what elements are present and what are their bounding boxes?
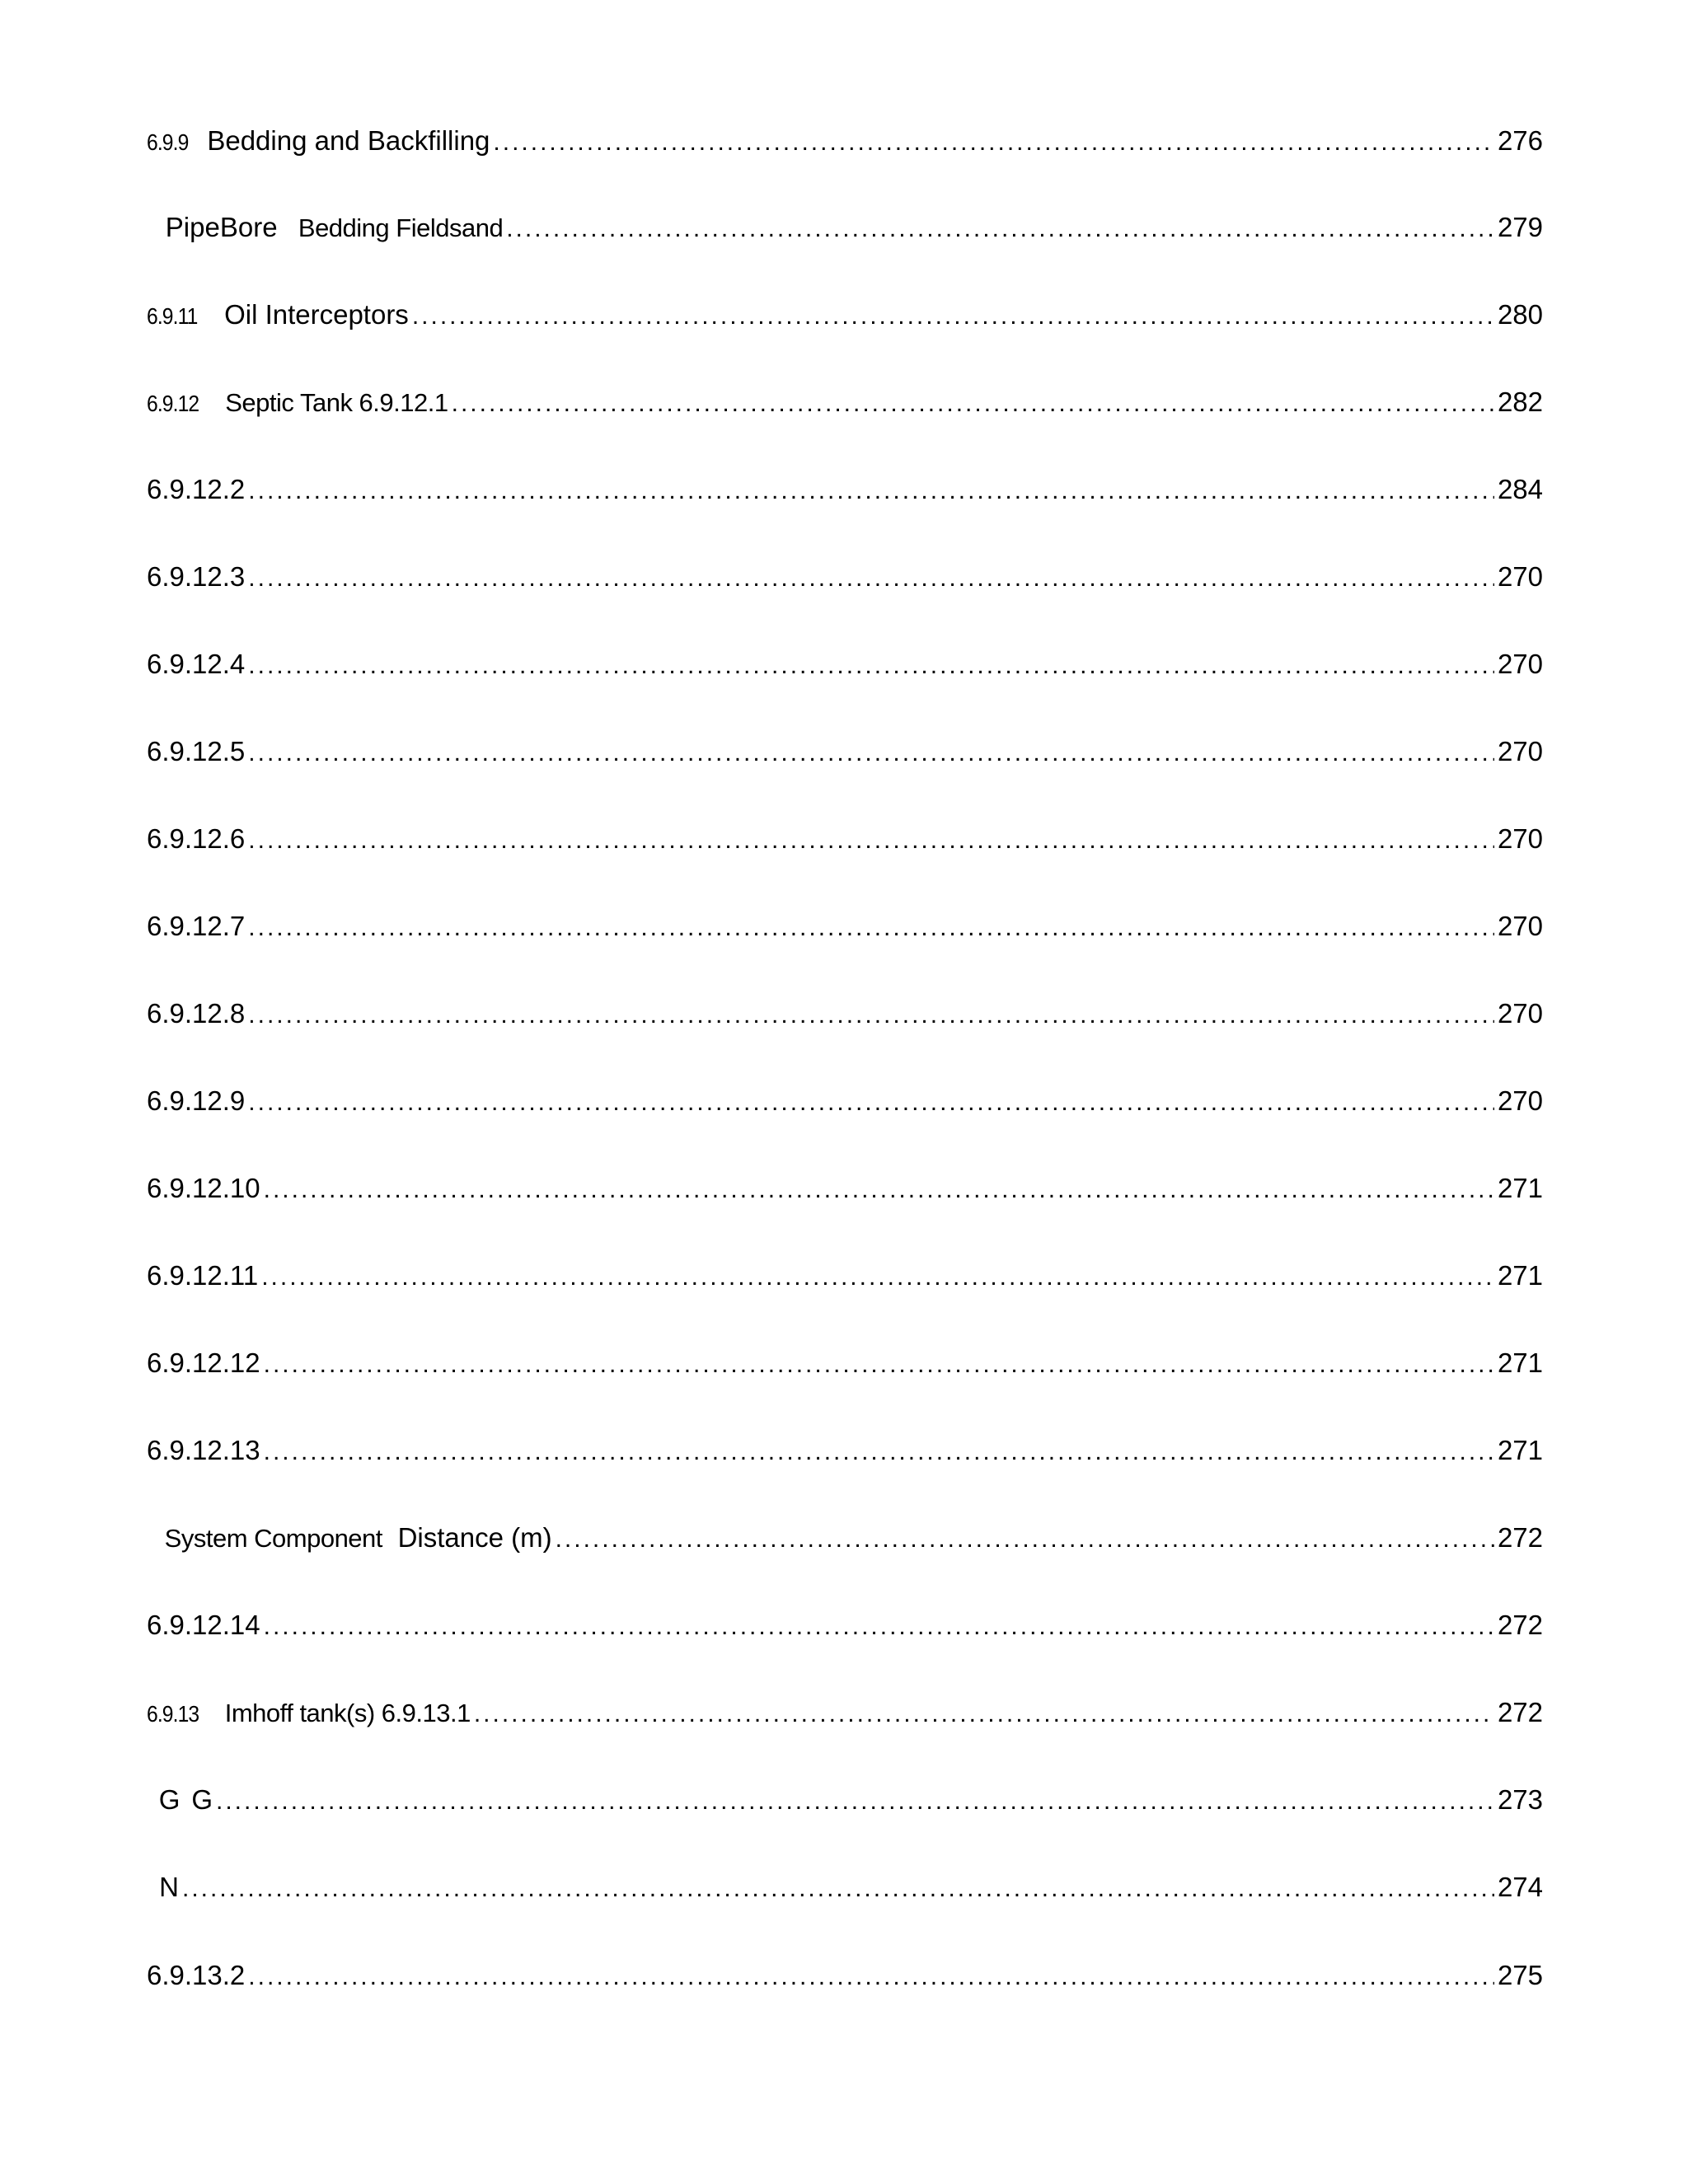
toc-leader-dots [248, 733, 1494, 774]
toc-entry[interactable] [147, 1168, 1543, 1209]
toc-leader-dots [556, 1519, 1494, 1560]
toc-entry-number: 6.9.12 [147, 391, 199, 416]
toc-entry-page: 273 [1497, 1784, 1543, 1815]
toc-entry[interactable] [147, 993, 1543, 1034]
toc-leader-dots [248, 1957, 1494, 1998]
toc-entry-title: N [159, 1872, 179, 1902]
toc-entry[interactable] [147, 906, 1543, 947]
toc-entry-title: 6.9.12.6 [147, 823, 246, 854]
toc-leader-dots [264, 1169, 1494, 1211]
toc-entry-prefix: PipeBore [165, 212, 278, 242]
toc-entry[interactable] [147, 120, 1543, 162]
toc-entry-title: 6.9.12.12 [147, 1347, 260, 1378]
toc-entry[interactable] [147, 818, 1543, 860]
toc-leader-dots [264, 1432, 1494, 1473]
toc-entry[interactable] [147, 1080, 1543, 1122]
toc-entry-title: 6.9.12.14 [147, 1610, 260, 1640]
toc-entry-title: 6.9.12.2 [147, 474, 246, 504]
toc-entry-title: Bedding Fieldsand [298, 213, 504, 242]
toc-leader-dots [452, 383, 1494, 424]
toc-entry-page: 271 [1497, 1173, 1543, 1203]
toc-entry-page: 284 [1497, 474, 1543, 504]
toc-leader-dots [261, 1257, 1494, 1298]
toc-leader-dots [248, 907, 1494, 949]
toc-entry-prefix: System Component [164, 1524, 382, 1553]
toc-entry[interactable] [147, 469, 1543, 510]
toc-entry-prefix: G [158, 1784, 181, 1815]
toc-entry-number: 6.9.9 [147, 129, 189, 155]
toc-entry[interactable] [147, 1692, 1543, 1733]
toc-leader-dots [248, 995, 1494, 1036]
toc-leader-dots [182, 1868, 1494, 1910]
toc-leader-dots [506, 209, 1494, 250]
toc-entry[interactable] [147, 382, 1543, 423]
toc-entry-page: 279 [1497, 212, 1543, 242]
toc-entry-title: 6.9.12.5 [147, 736, 246, 766]
toc-entry[interactable] [147, 1779, 1543, 1821]
toc-entry-title: 6.9.12.10 [147, 1173, 260, 1203]
toc-leader-dots [248, 645, 1494, 687]
toc-entry-title: Imhoff tank(s) 6.9.13.1 [224, 1699, 471, 1727]
toc-leader-dots [248, 820, 1494, 861]
toc-entry-title: Oil Interceptors [224, 299, 409, 330]
toc-entry-page: 274 [1497, 1872, 1543, 1902]
toc-entry-page: 271 [1497, 1435, 1543, 1465]
toc-entry-page: 270 [1497, 823, 1543, 854]
toc-entry-page: 282 [1497, 387, 1543, 417]
toc-entry-page: 271 [1497, 1260, 1543, 1291]
toc-entry[interactable] [147, 731, 1543, 772]
toc-entry[interactable] [147, 1605, 1543, 1646]
toc-entry-page: 272 [1497, 1610, 1543, 1640]
toc-leader-dots [248, 558, 1494, 599]
toc-entry-title: G [191, 1784, 213, 1815]
toc-entry[interactable] [147, 644, 1543, 685]
toc-leader-dots [264, 1344, 1494, 1385]
toc-entry[interactable] [147, 1867, 1543, 1908]
toc-entry[interactable] [147, 1517, 1543, 1558]
toc-leader-dots [248, 471, 1494, 512]
toc-entry-title: 6.9.13.2 [147, 1960, 246, 1990]
toc-entry-title: Distance (m) [397, 1522, 552, 1553]
toc-leader-dots [216, 1781, 1494, 1822]
toc-entry-page: 270 [1497, 911, 1543, 941]
toc-leader-dots [412, 296, 1494, 337]
toc-entry-page: 270 [1497, 649, 1543, 679]
toc-entry-page: 270 [1497, 736, 1543, 766]
toc-leader-dots [493, 122, 1494, 163]
toc-entry[interactable] [147, 294, 1543, 335]
toc-entry[interactable] [147, 556, 1543, 598]
toc-entry-title: Bedding and Backfilling [207, 125, 490, 156]
toc-entry-page: 272 [1497, 1522, 1543, 1553]
toc-entry-page: 275 [1497, 1960, 1543, 1990]
toc-entry-title: 6.9.12.7 [147, 911, 246, 941]
toc-entry-title: 6.9.12.11 [147, 1260, 259, 1291]
toc-entry-page: 280 [1497, 299, 1543, 330]
toc-leader-dots [248, 1082, 1494, 1123]
toc-entry-title: Septic Tank 6.9.12.1 [225, 388, 448, 417]
toc-entry-page: 270 [1497, 998, 1543, 1029]
toc-entry-page: 276 [1497, 125, 1543, 156]
toc-entry-title: 6.9.12.9 [147, 1085, 246, 1116]
toc-entry[interactable] [147, 1255, 1543, 1296]
toc-entry-page: 270 [1497, 1085, 1543, 1116]
toc-leader-dots [264, 1606, 1494, 1647]
toc-entry-page: 270 [1497, 561, 1543, 592]
toc-entry[interactable] [147, 1430, 1543, 1471]
toc-entry-title: 6.9.12.13 [147, 1435, 260, 1465]
toc-entry-number: 6.9.13 [147, 1701, 199, 1727]
toc-entry-title: 6.9.12.8 [147, 998, 246, 1029]
toc-entry-number: 6.9.11 [147, 303, 198, 329]
toc-entry-title: 6.9.12.4 [147, 649, 246, 679]
toc-leader-dots [474, 1694, 1494, 1735]
toc-entry[interactable] [147, 1343, 1543, 1384]
toc-entry-page: 272 [1497, 1697, 1543, 1727]
toc-entry[interactable] [147, 207, 1543, 248]
toc-entry-title: 6.9.12.3 [147, 561, 246, 592]
toc-entry[interactable] [147, 1955, 1543, 1996]
toc-entry-page: 271 [1497, 1347, 1543, 1378]
